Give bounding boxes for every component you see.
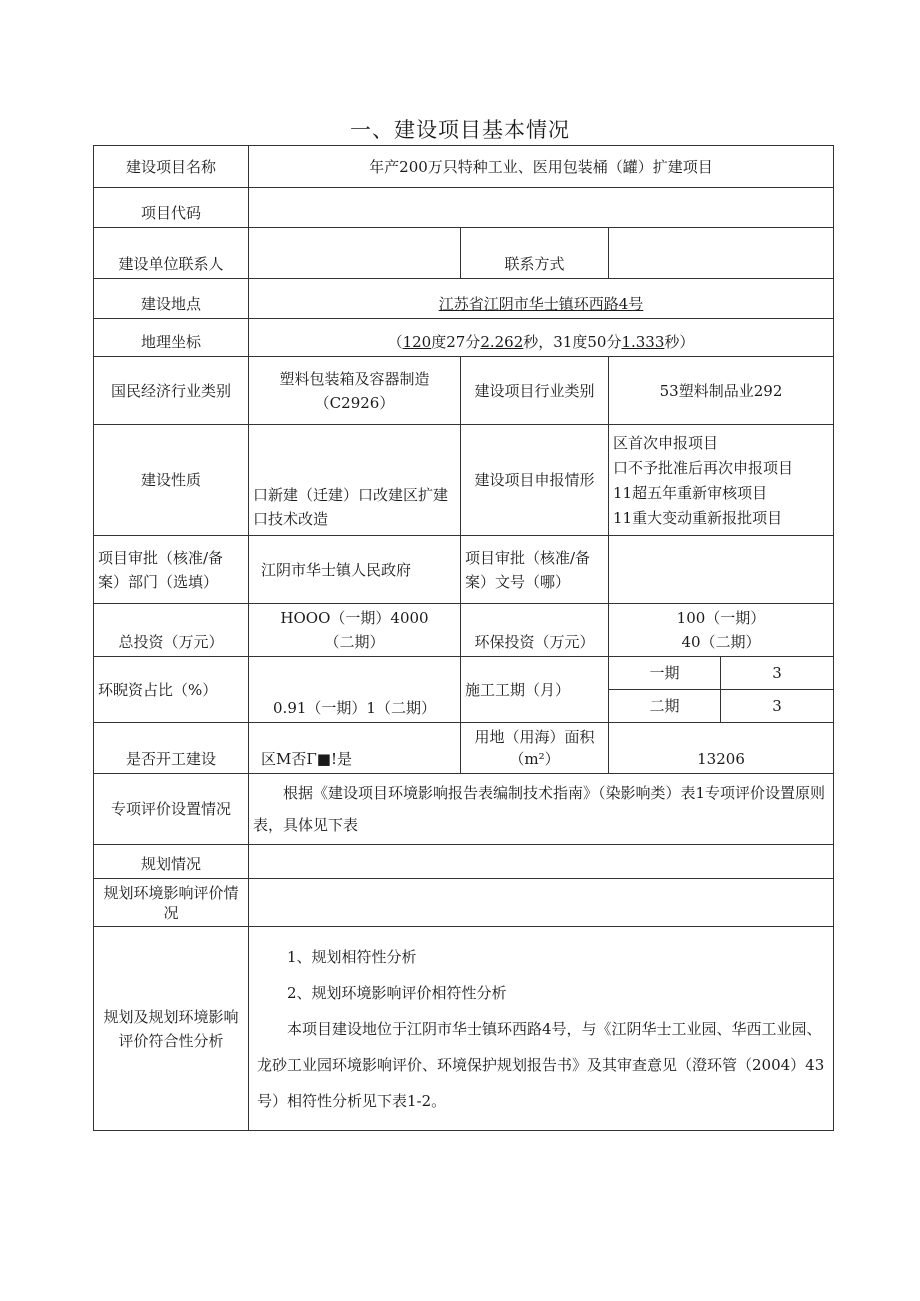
ratio-label2: 施工工期（月） [461, 657, 609, 723]
compliance-item-1: 1、规划相符性分析 [287, 947, 417, 966]
phase2-value: 3 [721, 690, 834, 723]
special-label: 专项评价设置情况 [94, 774, 249, 845]
row-started [94, 723, 834, 774]
location-label: 建设地点 [94, 279, 249, 319]
approval-value: 江阴市华士镇人民政府 [249, 536, 461, 604]
nature-option: 11重大变动重新报批项目 [613, 509, 783, 527]
approval-label: 项目审批（核准/备案）部门（选填） [94, 536, 249, 604]
row-special [94, 774, 834, 845]
basic-info-table [93, 145, 834, 1131]
nature-label2: 建设项目申报情形 [461, 425, 609, 536]
nature-value: 口新建（迁建）口改建区扩建口技术改造 [249, 425, 461, 536]
industry-value: 塑料包装箱及容器制造（C2926） [249, 357, 461, 425]
approval-value2 [609, 536, 834, 604]
project-name-value: 年产200万只特种工业、医用包装桶（罐）扩建项目 [249, 146, 834, 188]
phase1-value: 3 [721, 657, 834, 690]
ratio-label: 环睨资占比（%） [94, 657, 249, 723]
compliance-item-2: 2、规划环境影响评价相符性分析 [287, 983, 507, 1002]
investment-value2 [609, 604, 834, 657]
nature-option: 11超五年重新审核项目 [613, 484, 768, 502]
coords-lon-sec: 2.262 [480, 333, 524, 351]
page-title: 一、建设项目基本情况 [350, 118, 570, 142]
started-value2: 13206 [609, 723, 834, 774]
row-coords [94, 319, 834, 357]
nature-option: 区首次申报项目 [613, 434, 719, 452]
row-plan [94, 845, 834, 879]
contact-method-label: 联系方式 [461, 228, 609, 279]
row-ratio [94, 657, 834, 723]
started-label: 是否开工建设 [94, 723, 249, 774]
project-code-label: 项目代码 [94, 188, 249, 228]
special-text: 根据《建设项目环境影响报告表编制技术指南》（染影响类）表1专项评价设置原则表，具体见下表 [253, 784, 826, 834]
approval-label2: 项目审批（核准/备案）文号（哪） [461, 536, 609, 604]
project-name-label: 建设项目名称 [94, 146, 249, 188]
investment-value: HOOO（一期）4000（二期） [249, 604, 461, 657]
coords-lon-text: 度27分 [431, 333, 481, 351]
coords-close: 秒） [664, 333, 695, 351]
investment-label2: 环保投资（万元） [461, 604, 609, 657]
ratio-value: 0.91（一期）1（二期） [249, 657, 461, 723]
row-approval [94, 536, 834, 604]
contact-method-value [609, 228, 834, 279]
row-industry [94, 357, 834, 425]
contact-value [249, 228, 461, 279]
nature-options [609, 425, 834, 536]
investment-label: 总投资（万元） [94, 604, 249, 657]
coords-mid: 秒，31度50分 [523, 333, 622, 351]
phase1-label: 一期 [649, 664, 680, 682]
plan-value [249, 845, 834, 879]
compliance-content [249, 927, 834, 1131]
special-value [249, 774, 834, 845]
row-contact [94, 228, 834, 279]
period-subtable [609, 657, 833, 722]
industry-label2: 建设项目行业类别 [461, 357, 609, 425]
nature-option: 口不予批准后再次申报项目 [613, 459, 794, 477]
project-code-value [249, 188, 834, 228]
row-location [94, 279, 834, 319]
coords-label: 地理坐标 [94, 319, 249, 357]
row-project-code [94, 188, 834, 228]
investment-phase1: 100（一期） [676, 609, 766, 627]
row-investment [94, 604, 834, 657]
plan-label: 规划情况 [94, 845, 249, 879]
coords-open: （ [387, 333, 403, 351]
compliance-paragraph: 本项目建设地位于江阴市华士镇环西路4号，与《江阴华士工业园、华西工业园、龙砂工业园环境影响评价、环境保护规划报告书》及其审查意见（澄环管（2004）43号）相符性分析见下表1-2。 [257, 1019, 825, 1110]
industry-label: 国民经济行业类别 [94, 357, 249, 425]
coords-lon-deg: 120 [402, 333, 432, 351]
nature-label: 建设性质 [94, 425, 249, 536]
industry-value2: 53塑料制品业292 [609, 357, 834, 425]
plan-env-value [249, 879, 834, 927]
contact-label: 建设单位联系人 [94, 228, 249, 279]
construction-period [609, 657, 834, 723]
location-value: 江苏省江阴市华士镇环西路4号 [249, 279, 834, 319]
row-project-name [94, 146, 834, 188]
coords-lat-sec: 1.333 [621, 333, 665, 351]
plan-env-label: 规划环境影响评价情况 [94, 879, 249, 927]
started-value: 区M否Γ■!是 [249, 723, 461, 774]
started-label2: 用地（用海）面积（m²） [461, 723, 609, 774]
investment-phase2: 40（二期） [681, 633, 761, 651]
row-compliance [94, 927, 834, 1131]
row-plan-env [94, 879, 834, 927]
phase2-label: 二期 [609, 690, 721, 723]
row-nature [94, 425, 834, 536]
compliance-label: 规划及规划环境影响评价符合性分析 [94, 927, 249, 1131]
coords-value [249, 319, 834, 357]
